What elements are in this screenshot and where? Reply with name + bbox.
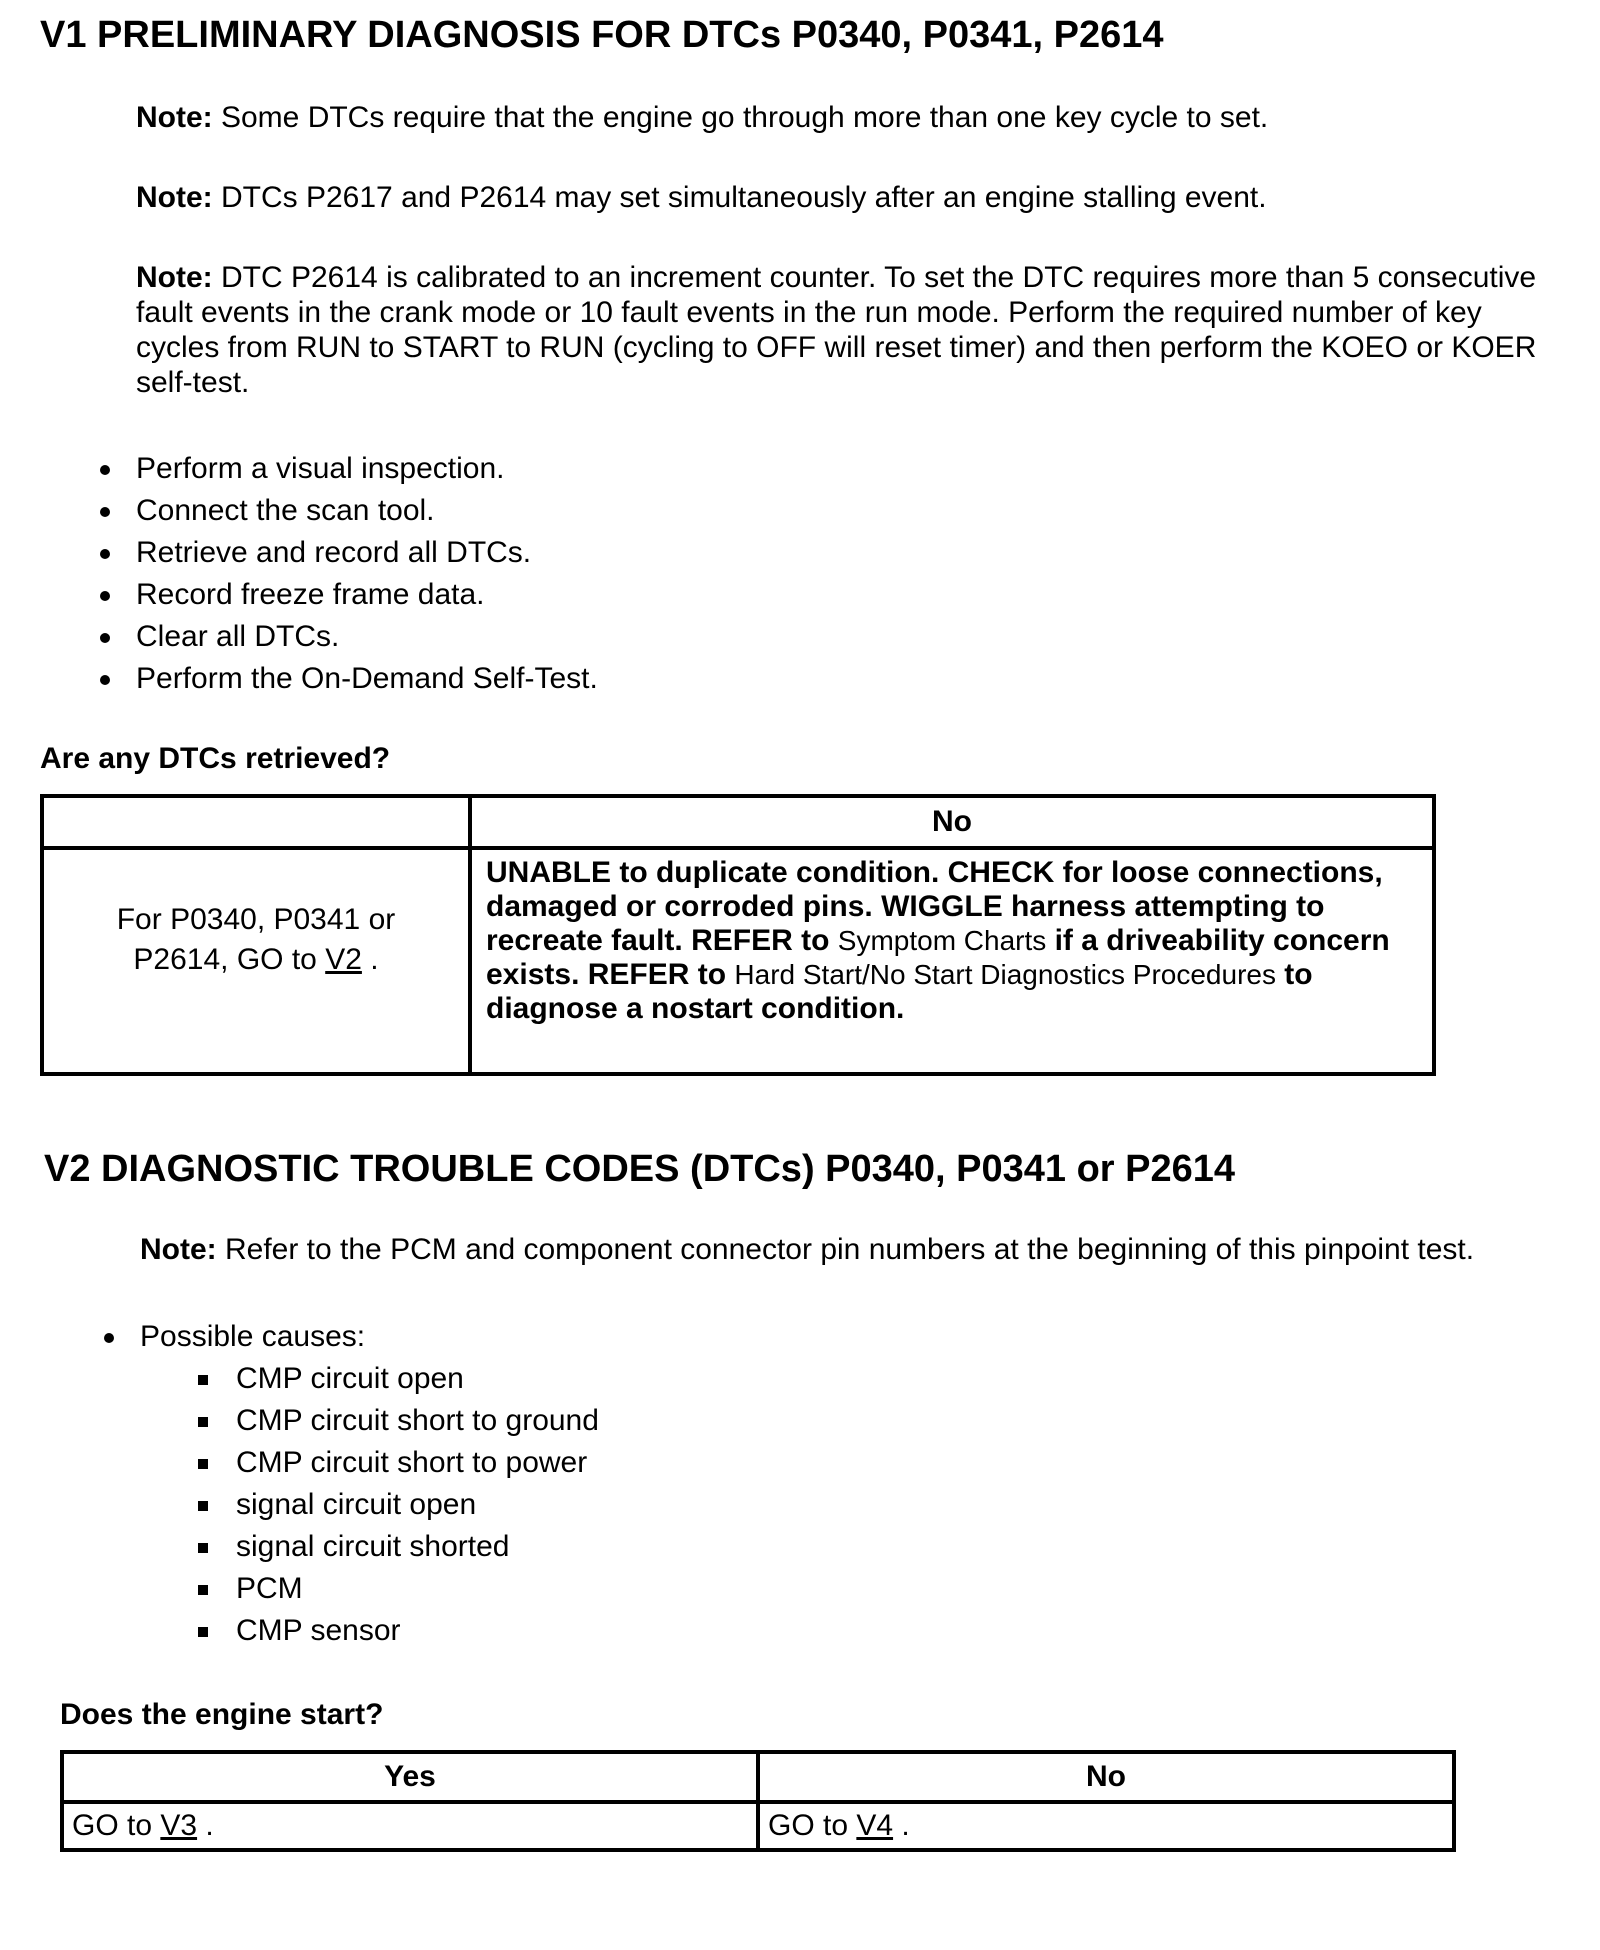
v1-note-1: [136, 100, 1556, 135]
list-item: CMP circuit short to power: [198, 1442, 599, 1484]
list-item: Possible causes:: [104, 1316, 365, 1358]
note-label: Note:: [136, 101, 213, 134]
note-label: Note:: [140, 1233, 217, 1266]
cell-text: .: [197, 1809, 214, 1842]
table-cell-no: [758, 1802, 1454, 1850]
list-item: Perform a visual inspection.: [100, 448, 598, 490]
v1-decision-table: [40, 794, 1436, 1076]
list-item: Record freeze frame data.: [100, 574, 598, 616]
v2-decision-table: [60, 1750, 1456, 1852]
table-header-yes: [42, 796, 470, 848]
cell-text: to diagnose a nostart condition.: [486, 958, 1313, 1025]
link-v2[interactable]: V2: [325, 943, 362, 976]
cell-text: GO to: [72, 1809, 161, 1842]
v2-title: V2 DIAGNOSTIC TROUBLE CODES (DTCs) P0340, P0341 or P2614: [44, 1148, 1236, 1190]
list-item: PCM: [198, 1568, 599, 1610]
note-label: Note:: [136, 181, 213, 214]
table-header-no: No: [758, 1752, 1454, 1802]
list-item: Connect the scan tool.: [100, 490, 598, 532]
note-text: DTCs P2617 and P2614 may set simultaneously after an engine stalling event.: [212, 181, 1267, 214]
cell-text: if a driveability concern exists. REFER to: [486, 924, 1390, 991]
list-item: Perform the On-Demand Self-Test.: [100, 658, 598, 700]
cell-text: GO to: [768, 1809, 857, 1842]
link-symptom-charts[interactable]: Symptom Charts: [837, 925, 1047, 956]
note-label: Note:: [136, 261, 213, 294]
cell-text: UNABLE to duplicate condition. CHECK for loose connections, damaged or corroded pins. WIGGLE harness attempting to recreate fault. REFER to: [486, 856, 1383, 957]
list-item: CMP circuit short to ground: [198, 1400, 599, 1442]
list-item: signal circuit shorted: [198, 1526, 599, 1568]
list-item: Retrieve and record all DTCs.: [100, 532, 598, 574]
list-item: CMP circuit open: [198, 1358, 599, 1400]
table-header-no: No: [470, 796, 1434, 848]
v1-question: Are any DTCs retrieved?: [40, 742, 391, 775]
v2-note: [140, 1232, 1580, 1267]
table-cell-yes: [62, 1802, 758, 1850]
list-item: signal circuit open: [198, 1484, 599, 1526]
v1-steps-list: [100, 448, 598, 700]
note-text: Some DTCs require that the engine go through more than one key cycle to set.: [212, 101, 1269, 134]
v1-note-2: [136, 180, 1556, 215]
cell-text: .: [361, 943, 379, 976]
note-text: DTC P2614 is calibrated to an increment counter. To set the DTC requires more than 5 consecutive fault events in the crank mode or 10 fault events in the run mode. Perform the required number of key cycles from RUN to START to RUN (cycling to OFF will reset timer) and then perform the KOEO or KOER self-test.: [136, 261, 1537, 399]
v1-note-3: [136, 260, 1556, 400]
table-cell-yes: [42, 848, 470, 1074]
list-item: CMP sensor: [198, 1610, 599, 1652]
v2-causes-sublist: [198, 1358, 599, 1652]
v2-causes-list: [104, 1316, 365, 1358]
v2-question: Does the engine start?: [60, 1698, 384, 1731]
table-cell-no: [470, 848, 1434, 1074]
link-v4[interactable]: V4: [856, 1809, 894, 1842]
cell-text: For P0340, P0341 or P2614, GO to: [116, 903, 396, 976]
list-item: Clear all DTCs.: [100, 616, 598, 658]
v1-title: V1 PRELIMINARY DIAGNOSIS FOR DTCs P0340, P0341, P2614: [40, 14, 1164, 56]
table-header-yes: Yes: [62, 1752, 758, 1802]
link-hard-start-procedures[interactable]: Hard Start/No Start Diagnostics Procedures: [734, 959, 1276, 990]
note-text: Refer to the PCM and component connector pin numbers at the beginning of this pinpoint test.: [216, 1233, 1475, 1266]
link-v3[interactable]: V3: [160, 1809, 198, 1842]
cell-text: .: [893, 1809, 910, 1842]
